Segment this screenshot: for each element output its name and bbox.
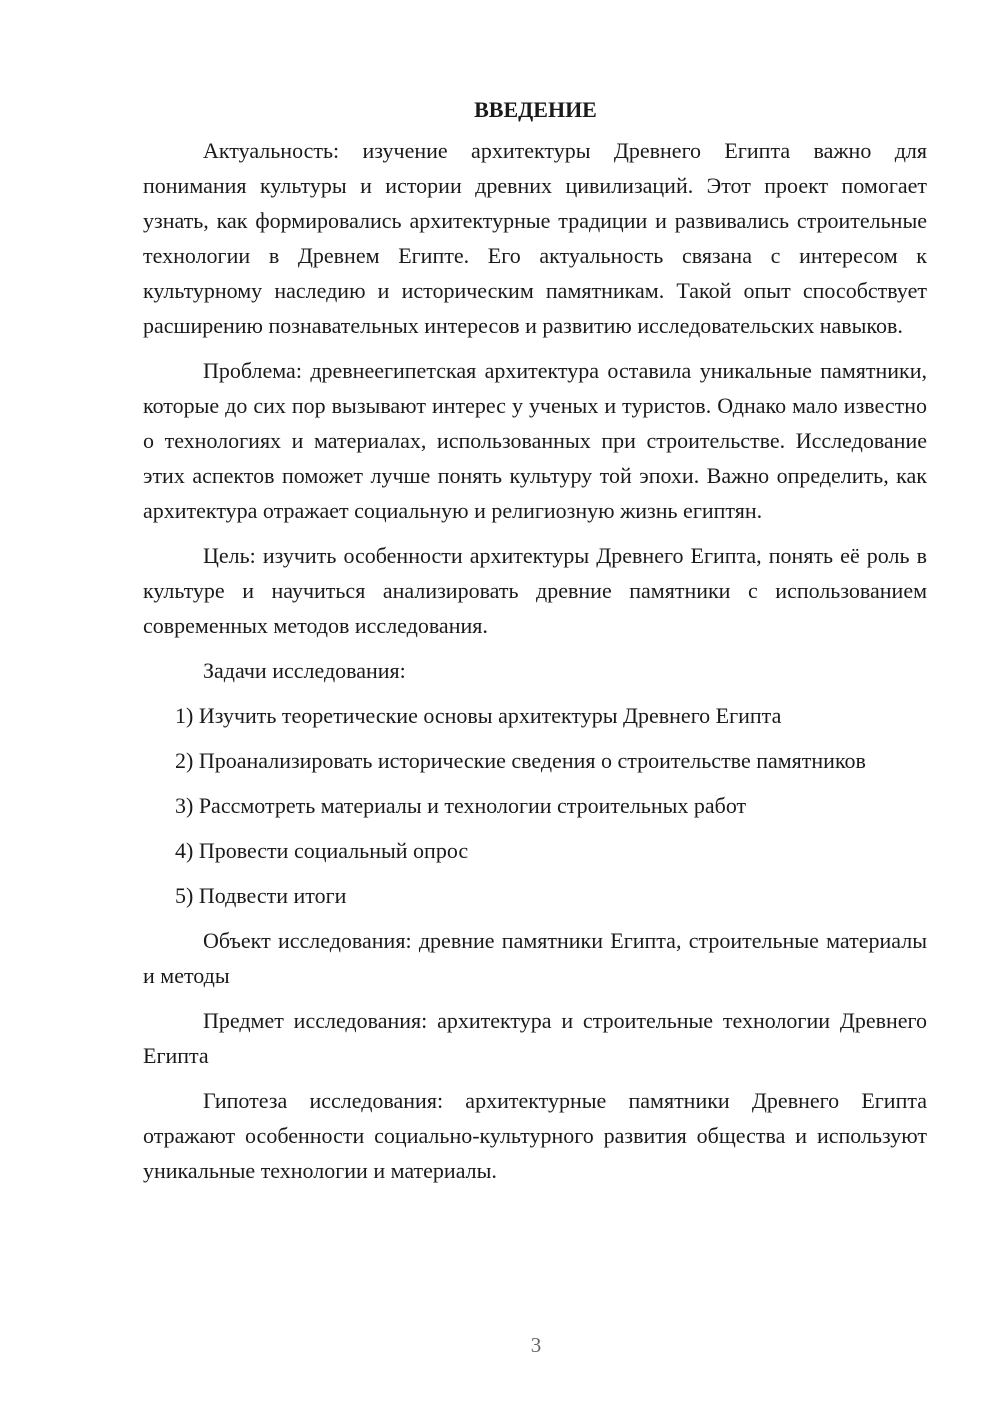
list-item: 3) Рассмотреть материалы и технологии строительных работ — [175, 793, 747, 818]
tasks-list — [143, 698, 927, 913]
list-item: 1) Изучить теоретические основы архитектуры Древнего Египта — [175, 703, 782, 728]
paragraph-subject: Предмет исследования: архитектура и строительные технологии Древнего Египта — [143, 1008, 927, 1068]
list-item: 5) Подвести итоги — [175, 883, 347, 908]
list-item: 4) Провести социальный опрос — [175, 838, 469, 863]
paragraph-goal: Цель: изучить особенности архитектуры Древнего Египта, понять её роль в культуре и научиться анализировать древние памятники с использованием современных методов исследования. — [143, 543, 927, 638]
page-number: 3 — [530, 1333, 542, 1357]
section-title: ВВЕДЕНИЕ — [474, 97, 597, 122]
paragraph-problem: Проблема: древнеегипетская архитектура оставила уникальные памятники, которые до сих пор вызывают интерес у ученых и туристов. Однако мало известно о технологиях и материалах, использованных при строительстве. Исследование этих аспектов поможет лучше понять культуру той эпохи. Важно определить, как архитектура отражает социальную и религиозную жизнь египтян. — [143, 358, 927, 523]
tasks-heading: Задачи исследования: — [203, 658, 406, 683]
document-page — [143, 92, 927, 1198]
list-item: 2) Проанализировать исторические сведения о строительстве памятников — [175, 748, 866, 773]
paragraph-relevance: Актуальность: изучение архитектуры Древнего Египта важно для понимания культуры и истории древних цивилизаций. Этот проект помогает узнать, как формировались архитектурные традиции и развивались строительные технологии в Древнем Египте. Его актуальность связана с интересом к культурному наследию и историческим памятникам. Такой опыт способствует расширению познавательных интересов и развитию исследовательских навыков. — [143, 138, 927, 338]
paragraph-hypothesis: Гипотеза исследования: архитектурные памятники Древнего Египта отражают особенности социально-культурного развития общества и используют уникальные технологии и материалы. — [143, 1088, 927, 1183]
paragraph-object: Объект исследования: древние памятники Египта, строительные материалы и методы — [143, 928, 927, 988]
